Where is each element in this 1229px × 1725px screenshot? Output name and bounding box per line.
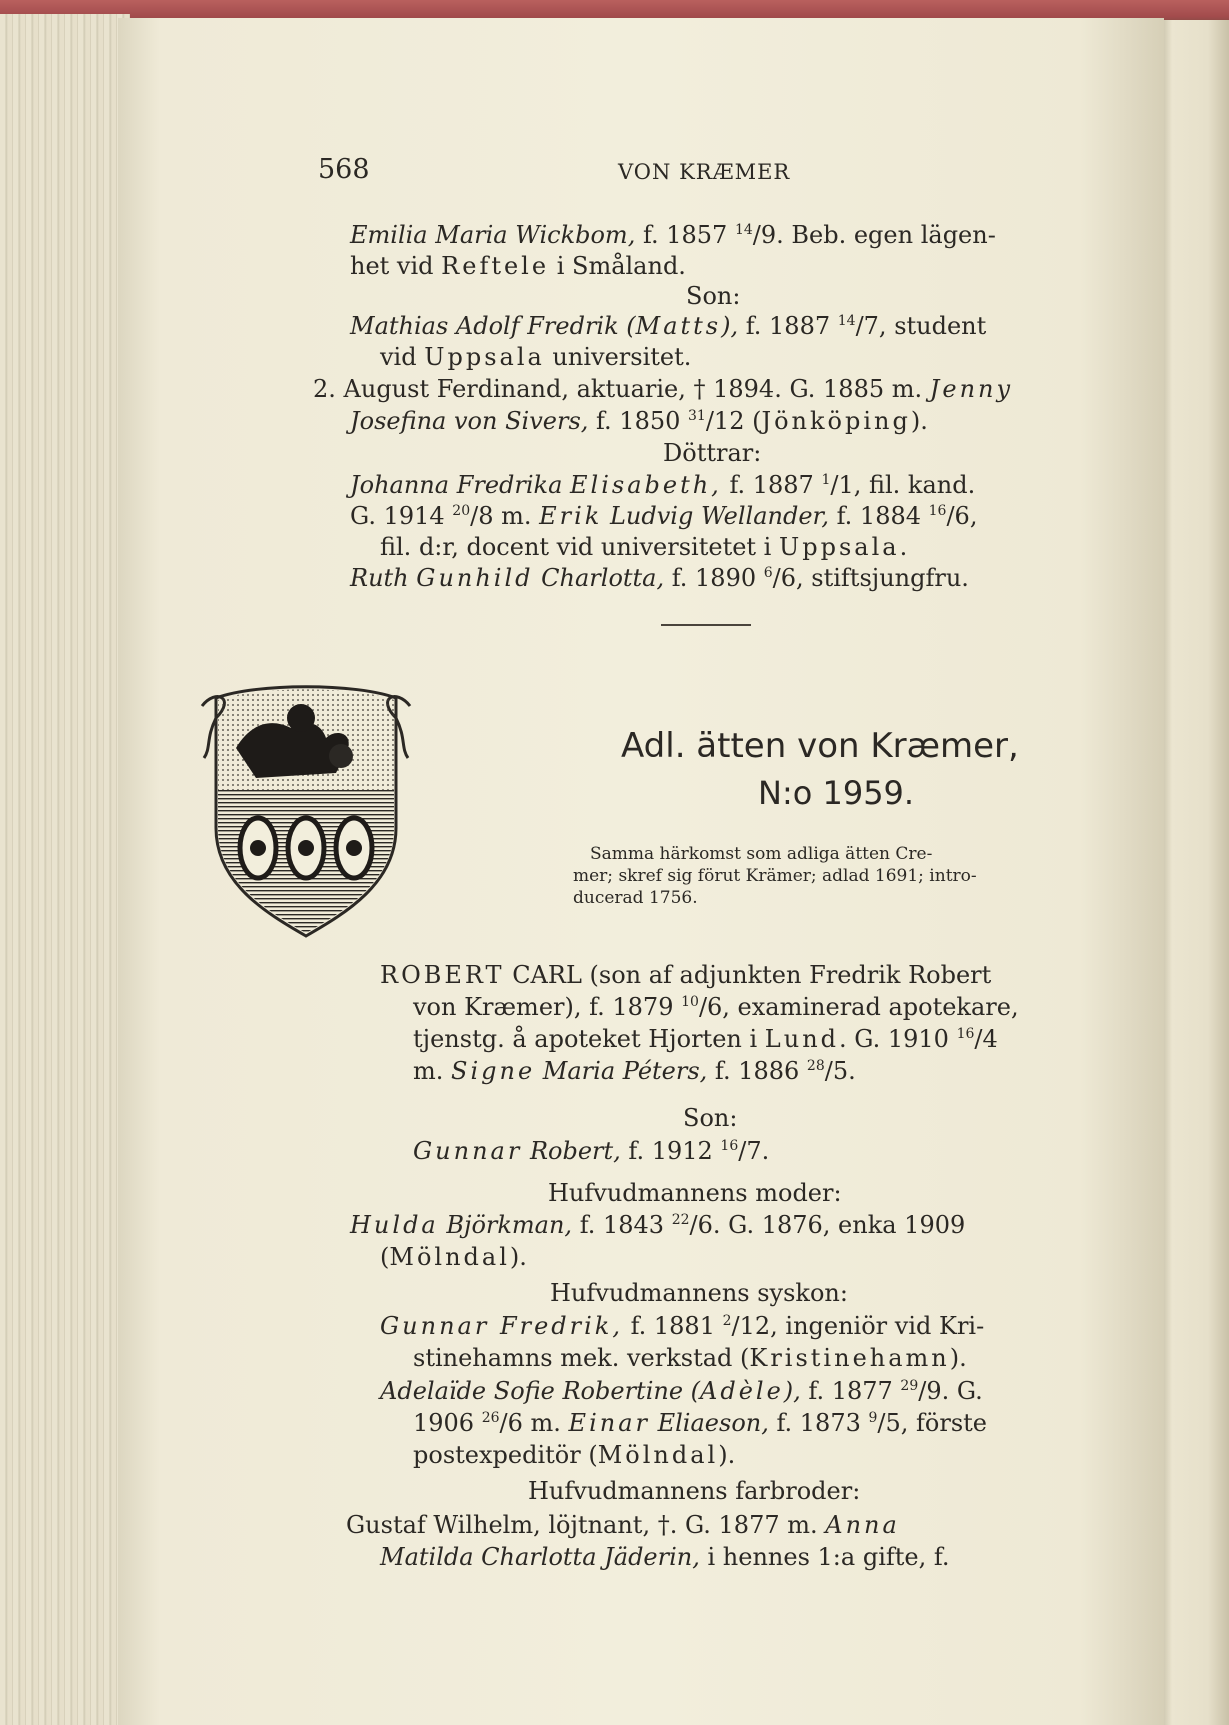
section-heading: Son: [686, 282, 741, 310]
text-line: Mathias Adolf Fredrik (Matts), f. 1887 $^{14}$/7, student [350, 312, 987, 340]
text-line: Josefina von Sivers, f. 1850 $^{31}$/12 (Jönköping). [350, 407, 928, 435]
section-description: Samma härkomst som adliga ätten Cre- [590, 844, 933, 864]
separator-rule [661, 624, 751, 626]
text-line: Hulda Björkman, f. 1843 $^{22}$/6. G. 1876, enka 1909 [350, 1211, 966, 1239]
text-line: Gunnar Robert, f. 1912 $^{16}$/7. [413, 1137, 770, 1165]
section-number: N:o 1959. [758, 774, 915, 812]
text-line: het vid Reftele i Småland. [350, 252, 686, 280]
text-line: 2. August Ferdinand, aktuarie, † 1894. G. 1885 m. Jenny [313, 375, 1014, 403]
text-line: Gustaf Wilhelm, löjtnant, †. G. 1877 m. Anna [346, 1511, 900, 1539]
text-line: 1906 $^{26}$/6 m. Einar Eliaeson, f. 1873 $^9$/5, förste [413, 1409, 987, 1437]
page-stack-left [0, 14, 130, 1725]
text-line: m. Signe Maria Péters, f. 1886 $^{28}$/5. [413, 1057, 856, 1085]
text-line: Ruth Gunhild Charlotta, f. 1890 $^6$/6, stiftsjungfru. [350, 564, 969, 592]
text-line: tjenstg. å apoteket Hjorten i Lund. G. 1910 $^{16}$/4 [413, 1025, 998, 1053]
section-heading: Hufvudmannens moder: [548, 1179, 842, 1207]
text-line: stinehamns mek. verkstad (Kristinehamn). [413, 1344, 967, 1372]
text-line: Matilda Charlotta Jäderin, i hennes 1:a gifte, f. [380, 1543, 950, 1571]
text-line: Johanna Fredrika Elisabeth, f. 1887 $^1$/1, fil. kand. [350, 471, 976, 499]
text-line: G. 1914 $^{20}$/8 m. Erik Ludvig Wellander, f. 1884 $^{16}$/6, [350, 502, 978, 530]
page-number: 568 [318, 154, 370, 185]
section-description: mer; skref sig förut Krämer; adlad 1691; intro- [573, 866, 977, 886]
text-line: postexpeditör (Mölndal). [413, 1441, 736, 1469]
section-heading: Son: [683, 1104, 738, 1132]
running-head: VON KRÆMER [618, 160, 791, 184]
text-line: fil. d:r, docent vid universitetet i Uppsala. [380, 533, 908, 561]
book-page [118, 18, 1164, 1725]
section-description: ducerad 1756. [573, 888, 698, 908]
coat-of-arms-icon [196, 678, 416, 940]
text-line: Emilia Maria Wickbom, f. 1857 $^{14}$/9. Beb. egen lägen- [350, 221, 996, 249]
text-line: Gunnar Fredrik, f. 1881 $^2$/12, ingeniör vid Kri- [380, 1312, 985, 1340]
text-line: Adelaïde Sofie Robertine (Adèle), f. 1877 $^{29}$/9. G. [380, 1377, 983, 1405]
text-line: vid Uppsala universitet. [380, 343, 692, 371]
section-title: Adl. ätten von Kræmer, [621, 726, 1019, 766]
section-heading: Döttrar: [663, 439, 762, 467]
text-line: von Kræmer), f. 1879 $^{10}$/6, examinerad apotekare, [413, 993, 1019, 1021]
section-heading: Hufvudmannens farbroder: [528, 1477, 861, 1505]
page-stack-right [1158, 20, 1229, 1725]
section-heading: Hufvudmannens syskon: [550, 1279, 848, 1307]
text-line: (Mölndal). [380, 1243, 527, 1271]
text-line: ROBERT CARL (son af adjunkten Fredrik Robert [380, 961, 992, 989]
